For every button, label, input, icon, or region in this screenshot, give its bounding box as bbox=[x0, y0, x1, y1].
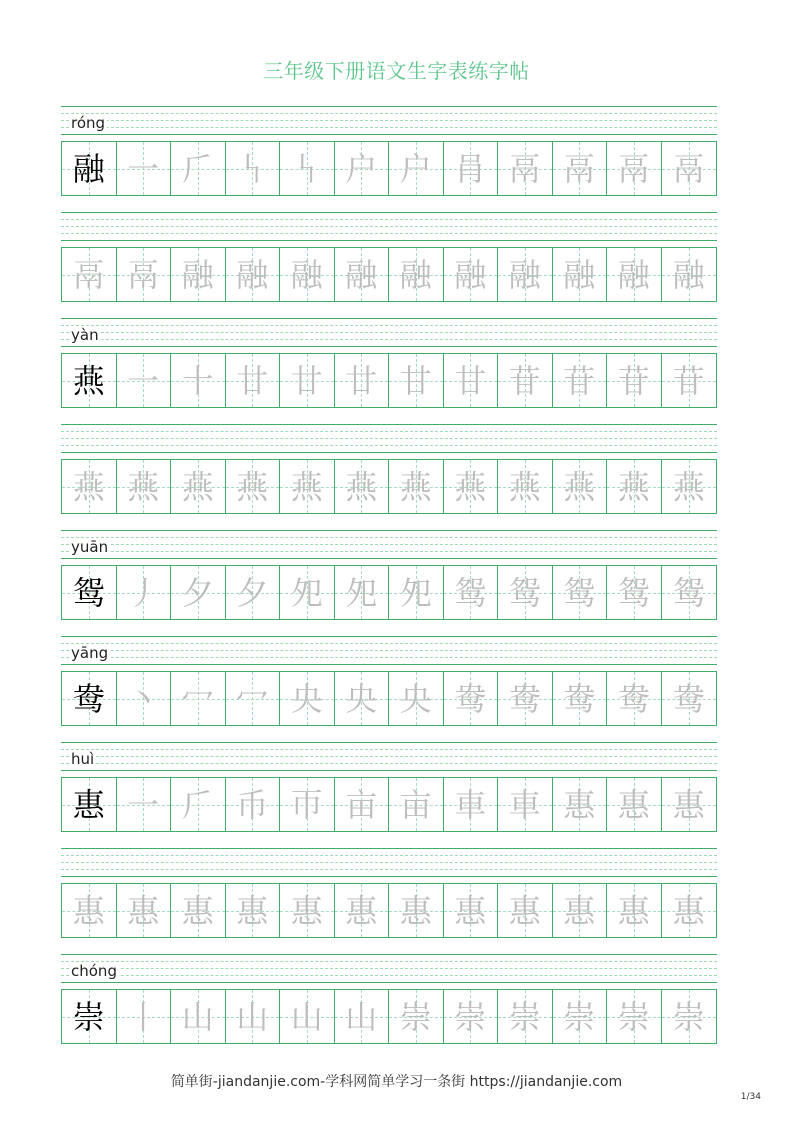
tian-zi-cell bbox=[62, 248, 117, 301]
character-grid-row bbox=[61, 459, 717, 514]
guide-line bbox=[61, 438, 717, 439]
trace-character: 融 bbox=[181, 255, 214, 294]
trace-character: 惠 bbox=[508, 891, 541, 930]
trace-character: 夗 bbox=[399, 573, 432, 612]
trace-character: 鸯 bbox=[454, 679, 487, 718]
tian-zi-cell bbox=[553, 354, 608, 407]
trace-character: 𠃑 bbox=[290, 149, 323, 188]
model-character: 燕 bbox=[72, 361, 105, 400]
trace-character: 崇 bbox=[617, 997, 650, 1036]
tian-zi-cell bbox=[280, 566, 335, 619]
trace-character: 鸳 bbox=[617, 573, 650, 612]
character-grid-row bbox=[61, 353, 717, 408]
trace-character: 惠 bbox=[290, 891, 323, 930]
tian-zi-cell bbox=[280, 354, 335, 407]
tian-zi-cell bbox=[226, 460, 281, 513]
tian-zi-cell bbox=[662, 884, 717, 937]
guide-line bbox=[61, 650, 717, 651]
guide-line bbox=[61, 869, 717, 870]
tian-zi-cell bbox=[389, 354, 444, 407]
tian-zi-cell bbox=[553, 566, 608, 619]
trace-character: 惠 bbox=[454, 891, 487, 930]
tian-zi-cell bbox=[662, 990, 717, 1043]
trace-character: 一 bbox=[127, 149, 160, 188]
tian-zi-cell bbox=[335, 566, 390, 619]
tian-zi-cell bbox=[226, 142, 281, 195]
trace-character: 𠂆 bbox=[181, 785, 214, 824]
trace-character: 燕 bbox=[290, 467, 323, 506]
trace-character: 苷 bbox=[563, 361, 596, 400]
tian-zi-cell bbox=[117, 778, 172, 831]
guide-line bbox=[61, 332, 717, 333]
trace-character: 惠 bbox=[127, 891, 160, 930]
trace-character: 惠 bbox=[617, 891, 650, 930]
trace-character: 鬲 bbox=[672, 149, 705, 188]
tian-zi-cell bbox=[389, 884, 444, 937]
trace-character: 鬲 bbox=[563, 149, 596, 188]
tian-zi-cell bbox=[389, 990, 444, 1043]
trace-character: 一 bbox=[127, 361, 160, 400]
trace-character: 惠 bbox=[672, 785, 705, 824]
tian-zi-cell bbox=[498, 884, 553, 937]
tian-zi-cell bbox=[62, 566, 117, 619]
trace-character: 惠 bbox=[563, 891, 596, 930]
guide-line bbox=[61, 770, 717, 771]
guide-line bbox=[61, 106, 717, 107]
guide-line bbox=[61, 968, 717, 969]
trace-character: 廿 bbox=[236, 361, 269, 400]
tian-zi-cell bbox=[607, 672, 662, 725]
guide-line bbox=[61, 749, 717, 750]
trace-character: 車 bbox=[454, 785, 487, 824]
tian-zi-cell bbox=[280, 248, 335, 301]
pinyin-guide bbox=[61, 106, 717, 136]
tian-zi-cell bbox=[280, 990, 335, 1043]
guide-line bbox=[61, 120, 717, 121]
tian-zi-cell bbox=[607, 990, 662, 1043]
guide-line bbox=[61, 664, 717, 665]
character-grid-row bbox=[61, 777, 717, 832]
tian-zi-cell bbox=[389, 460, 444, 513]
guide-line bbox=[61, 954, 717, 955]
tian-zi-cell bbox=[226, 566, 281, 619]
guide-line bbox=[61, 339, 717, 340]
tian-zi-cell bbox=[117, 566, 172, 619]
trace-character: 十 bbox=[181, 361, 214, 400]
tian-zi-cell bbox=[389, 142, 444, 195]
tian-zi-cell bbox=[444, 248, 499, 301]
trace-character: 燕 bbox=[399, 467, 432, 506]
guide-line bbox=[61, 551, 717, 552]
trace-character: 鸳 bbox=[508, 573, 541, 612]
tian-zi-cell bbox=[280, 672, 335, 725]
tian-zi-cell bbox=[62, 142, 117, 195]
tian-zi-cell bbox=[280, 778, 335, 831]
page-title: 三年级下册语文生字表练字帖 bbox=[263, 59, 530, 83]
character-grid-row bbox=[61, 565, 717, 620]
tian-zi-cell bbox=[117, 354, 172, 407]
tian-zi-cell bbox=[498, 672, 553, 725]
guide-line bbox=[61, 424, 717, 425]
pinyin-guide bbox=[61, 212, 717, 242]
tian-zi-cell bbox=[553, 672, 608, 725]
trace-character: 夗 bbox=[345, 573, 378, 612]
trace-character: 燕 bbox=[617, 467, 650, 506]
tian-zi-cell bbox=[335, 248, 390, 301]
pinyin-label: chóng bbox=[71, 962, 117, 980]
tian-zi-cell bbox=[62, 354, 117, 407]
guide-line bbox=[61, 657, 717, 658]
trace-character: 融 bbox=[399, 255, 432, 294]
trace-character: 𠂆 bbox=[181, 149, 214, 188]
trace-character: 苷 bbox=[617, 361, 650, 400]
tian-zi-cell bbox=[335, 884, 390, 937]
trace-character: 丶 bbox=[127, 679, 160, 718]
tian-zi-cell bbox=[607, 248, 662, 301]
trace-character: 燕 bbox=[508, 467, 541, 506]
tian-zi-cell bbox=[553, 142, 608, 195]
pinyin-label: yuān bbox=[71, 538, 109, 556]
tian-zi-cell bbox=[662, 460, 717, 513]
pinyin-guide bbox=[61, 636, 717, 666]
trace-character: 央 bbox=[399, 679, 432, 718]
trace-character: 币 bbox=[236, 785, 269, 824]
guide-line bbox=[61, 212, 717, 213]
guide-line bbox=[61, 876, 717, 877]
trace-character: 鸳 bbox=[563, 573, 596, 612]
guide-line bbox=[61, 233, 717, 234]
tian-zi-cell bbox=[117, 460, 172, 513]
trace-character: 惠 bbox=[399, 891, 432, 930]
trace-character: 鬲 bbox=[127, 255, 160, 294]
tian-zi-cell bbox=[226, 990, 281, 1043]
trace-character: 肙 bbox=[454, 149, 487, 188]
guide-line bbox=[61, 975, 717, 976]
tian-zi-cell bbox=[662, 672, 717, 725]
trace-character: 鸯 bbox=[617, 679, 650, 718]
tian-zi-cell bbox=[444, 778, 499, 831]
trace-character: 户 bbox=[399, 149, 432, 188]
tian-zi-cell bbox=[280, 142, 335, 195]
tian-zi-cell bbox=[171, 354, 226, 407]
guide-line bbox=[61, 982, 717, 983]
trace-character: 鬲 bbox=[72, 255, 105, 294]
trace-character: 亩 bbox=[399, 785, 432, 824]
guide-line bbox=[61, 544, 717, 545]
guide-line bbox=[61, 848, 717, 849]
tian-zi-cell bbox=[662, 354, 717, 407]
tian-zi-cell bbox=[607, 354, 662, 407]
guide-line bbox=[61, 452, 717, 453]
trace-character: 鸳 bbox=[672, 573, 705, 612]
tian-zi-cell bbox=[389, 778, 444, 831]
tian-zi-cell bbox=[444, 884, 499, 937]
pinyin-guide bbox=[61, 318, 717, 348]
trace-character: 燕 bbox=[672, 467, 705, 506]
tian-zi-cell bbox=[280, 460, 335, 513]
guide-line bbox=[61, 530, 717, 531]
tian-zi-cell bbox=[117, 884, 172, 937]
guide-line bbox=[61, 226, 717, 227]
trace-character: 亩 bbox=[345, 785, 378, 824]
trace-character: 融 bbox=[617, 255, 650, 294]
pinyin-label: róng bbox=[71, 114, 106, 132]
trace-character: 甘 bbox=[399, 361, 432, 400]
tian-zi-cell bbox=[444, 354, 499, 407]
tian-zi-cell bbox=[117, 142, 172, 195]
trace-character: 融 bbox=[563, 255, 596, 294]
tian-zi-cell bbox=[444, 142, 499, 195]
tian-zi-cell bbox=[171, 566, 226, 619]
trace-character: 鸯 bbox=[672, 679, 705, 718]
tian-zi-cell bbox=[553, 460, 608, 513]
trace-character: 車 bbox=[508, 785, 541, 824]
trace-character: 惠 bbox=[72, 891, 105, 930]
trace-character: 崇 bbox=[563, 997, 596, 1036]
character-grid-row bbox=[61, 247, 717, 302]
trace-character: 山 bbox=[181, 997, 214, 1036]
guide-line bbox=[61, 855, 717, 856]
tian-zi-cell bbox=[335, 672, 390, 725]
trace-character: 夕 bbox=[236, 573, 269, 612]
trace-character: 山 bbox=[290, 997, 323, 1036]
tian-zi-cell bbox=[607, 778, 662, 831]
tian-zi-cell bbox=[498, 778, 553, 831]
trace-character: 惠 bbox=[345, 891, 378, 930]
tian-zi-cell bbox=[444, 460, 499, 513]
trace-character: 燕 bbox=[345, 467, 378, 506]
footer-text: 简单街-jiandanjie.com-学科网简单学习一条街 https://jiandanjie.com bbox=[170, 1074, 623, 1090]
trace-character: 廿 bbox=[290, 361, 323, 400]
trace-character: 央 bbox=[290, 679, 323, 718]
tian-zi-cell bbox=[662, 778, 717, 831]
tian-zi-cell bbox=[498, 566, 553, 619]
tian-zi-cell bbox=[607, 566, 662, 619]
guide-line bbox=[61, 742, 717, 743]
guide-line bbox=[61, 113, 717, 114]
trace-character: 丨 bbox=[127, 997, 160, 1036]
trace-character: 丿 bbox=[127, 573, 160, 612]
tian-zi-cell bbox=[171, 672, 226, 725]
tian-zi-cell bbox=[498, 354, 553, 407]
trace-character: 鸯 bbox=[563, 679, 596, 718]
tian-zi-cell bbox=[117, 990, 172, 1043]
trace-character: 崇 bbox=[454, 997, 487, 1036]
trace-character: 惠 bbox=[617, 785, 650, 824]
trace-character: 𠃑 bbox=[236, 149, 269, 188]
pinyin-label: yāng bbox=[71, 644, 109, 662]
model-character: 鸯 bbox=[72, 679, 105, 718]
pinyin-guide bbox=[61, 530, 717, 560]
tian-zi-cell bbox=[335, 460, 390, 513]
trace-character: 鸯 bbox=[508, 679, 541, 718]
tian-zi-cell bbox=[280, 884, 335, 937]
tian-zi-cell bbox=[389, 566, 444, 619]
model-character: 崇 bbox=[72, 997, 105, 1036]
pinyin-guide bbox=[61, 848, 717, 878]
trace-character: 帀 bbox=[290, 785, 323, 824]
tian-zi-cell bbox=[62, 672, 117, 725]
trace-character: 融 bbox=[672, 255, 705, 294]
trace-character: 融 bbox=[290, 255, 323, 294]
guide-line bbox=[61, 636, 717, 637]
tian-zi-cell bbox=[444, 672, 499, 725]
pinyin-guide bbox=[61, 954, 717, 984]
tian-zi-cell bbox=[62, 460, 117, 513]
tian-zi-cell bbox=[62, 884, 117, 937]
pinyin-label: huì bbox=[71, 750, 95, 768]
tian-zi-cell bbox=[553, 778, 608, 831]
trace-character: 燕 bbox=[454, 467, 487, 506]
tian-zi-cell bbox=[171, 460, 226, 513]
guide-line bbox=[61, 325, 717, 326]
tian-zi-cell bbox=[171, 990, 226, 1043]
tian-zi-cell bbox=[553, 990, 608, 1043]
tian-zi-cell bbox=[553, 248, 608, 301]
tian-zi-cell bbox=[117, 672, 172, 725]
tian-zi-cell bbox=[498, 460, 553, 513]
tian-zi-cell bbox=[171, 884, 226, 937]
tian-zi-cell bbox=[335, 990, 390, 1043]
tian-zi-cell bbox=[335, 354, 390, 407]
guide-line bbox=[61, 127, 717, 128]
tian-zi-cell bbox=[444, 990, 499, 1043]
trace-character: 廿 bbox=[345, 361, 378, 400]
guide-line bbox=[61, 445, 717, 446]
tian-zi-cell bbox=[498, 142, 553, 195]
tian-zi-cell bbox=[171, 142, 226, 195]
trace-character: 冖 bbox=[181, 679, 214, 718]
trace-character: 鸳 bbox=[454, 573, 487, 612]
trace-character: 融 bbox=[345, 255, 378, 294]
tian-zi-cell bbox=[226, 248, 281, 301]
model-character: 鸳 bbox=[72, 573, 105, 612]
guide-line bbox=[61, 961, 717, 962]
trace-character: 甘 bbox=[454, 361, 487, 400]
tian-zi-cell bbox=[62, 990, 117, 1043]
guide-line bbox=[61, 431, 717, 432]
tian-zi-cell bbox=[335, 778, 390, 831]
tian-zi-cell bbox=[607, 460, 662, 513]
tian-zi-cell bbox=[117, 248, 172, 301]
trace-character: 燕 bbox=[72, 467, 105, 506]
trace-character: 崇 bbox=[508, 997, 541, 1036]
tian-zi-cell bbox=[226, 778, 281, 831]
trace-character: 户 bbox=[345, 149, 378, 188]
pinyin-label: yàn bbox=[71, 326, 99, 344]
trace-character: 山 bbox=[345, 997, 378, 1036]
tian-zi-cell bbox=[498, 990, 553, 1043]
trace-character: 鬲 bbox=[617, 149, 650, 188]
guide-line bbox=[61, 862, 717, 863]
pinyin-guide bbox=[61, 424, 717, 454]
trace-character: 燕 bbox=[127, 467, 160, 506]
character-grid-row bbox=[61, 671, 717, 726]
tian-zi-cell bbox=[389, 672, 444, 725]
trace-character: 燕 bbox=[181, 467, 214, 506]
tian-zi-cell bbox=[226, 672, 281, 725]
trace-character: 一 bbox=[127, 785, 160, 824]
trace-character: 燕 bbox=[236, 467, 269, 506]
trace-character: 惠 bbox=[563, 785, 596, 824]
tian-zi-cell bbox=[171, 778, 226, 831]
guide-line bbox=[61, 134, 717, 135]
tian-zi-cell bbox=[335, 142, 390, 195]
model-character: 惠 bbox=[72, 785, 105, 824]
tian-zi-cell bbox=[389, 248, 444, 301]
tian-zi-cell bbox=[662, 142, 717, 195]
tian-zi-cell bbox=[662, 248, 717, 301]
guide-line bbox=[61, 763, 717, 764]
guide-line bbox=[61, 756, 717, 757]
guide-line bbox=[61, 643, 717, 644]
trace-character: 燕 bbox=[563, 467, 596, 506]
tian-zi-cell bbox=[171, 248, 226, 301]
page-number: 1/34 bbox=[740, 1092, 761, 1102]
guide-line bbox=[61, 558, 717, 559]
trace-character: 山 bbox=[236, 997, 269, 1036]
character-grid-row bbox=[61, 989, 717, 1044]
tian-zi-cell bbox=[226, 884, 281, 937]
trace-character: 苷 bbox=[508, 361, 541, 400]
trace-character: 鬲 bbox=[508, 149, 541, 188]
trace-character: 融 bbox=[508, 255, 541, 294]
tian-zi-cell bbox=[607, 884, 662, 937]
trace-character: 惠 bbox=[672, 891, 705, 930]
tian-zi-cell bbox=[662, 566, 717, 619]
trace-character: 融 bbox=[454, 255, 487, 294]
tian-zi-cell bbox=[607, 142, 662, 195]
trace-character: 融 bbox=[236, 255, 269, 294]
trace-character: 苷 bbox=[672, 361, 705, 400]
guide-line bbox=[61, 318, 717, 319]
guide-line bbox=[61, 219, 717, 220]
character-grid-row bbox=[61, 141, 717, 196]
tian-zi-cell bbox=[62, 778, 117, 831]
tian-zi-cell bbox=[553, 884, 608, 937]
guide-line bbox=[61, 537, 717, 538]
trace-character: 崇 bbox=[399, 997, 432, 1036]
tian-zi-cell bbox=[498, 248, 553, 301]
tian-zi-cell bbox=[226, 354, 281, 407]
trace-character: 惠 bbox=[236, 891, 269, 930]
trace-character: 惠 bbox=[181, 891, 214, 930]
guide-line bbox=[61, 240, 717, 241]
trace-character: 夕 bbox=[181, 573, 214, 612]
trace-character: 央 bbox=[345, 679, 378, 718]
trace-character: 冖 bbox=[236, 679, 269, 718]
tian-zi-cell bbox=[444, 566, 499, 619]
guide-line bbox=[61, 346, 717, 347]
model-character: 融 bbox=[72, 149, 105, 188]
trace-character: 崇 bbox=[672, 997, 705, 1036]
pinyin-guide bbox=[61, 742, 717, 772]
character-grid-row bbox=[61, 883, 717, 938]
trace-character: 夗 bbox=[290, 573, 323, 612]
